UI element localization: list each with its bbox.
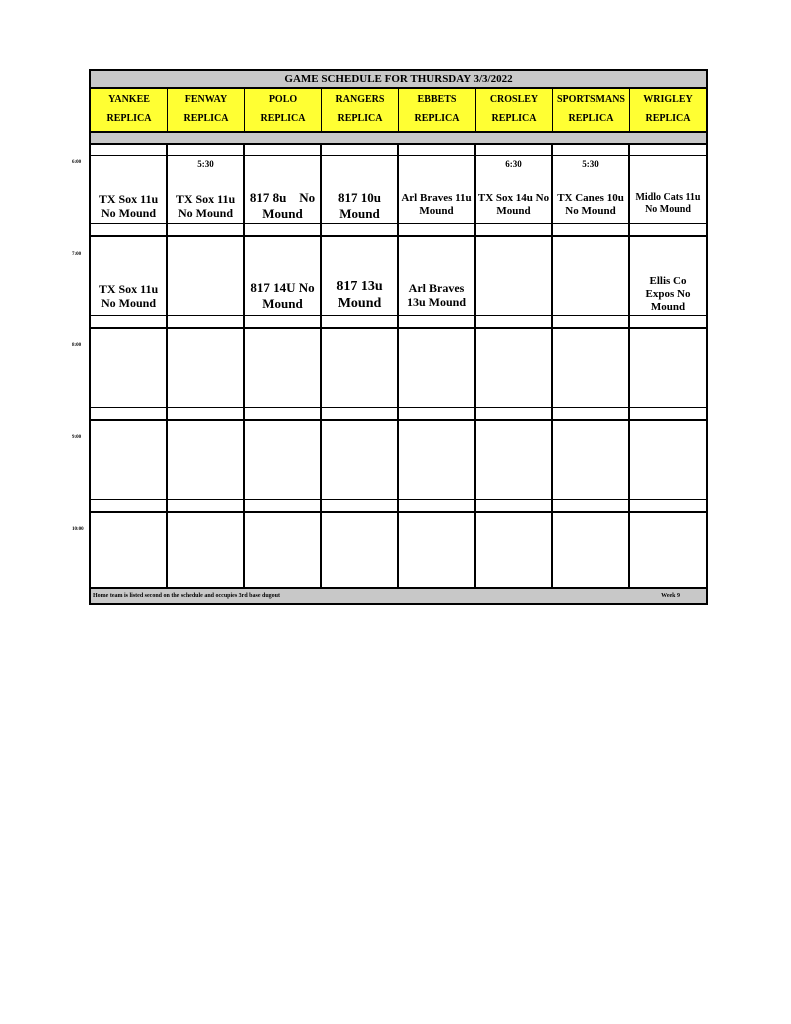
slot-time: 5:30 — [582, 159, 599, 169]
slot-sportsmans-8 — [553, 329, 630, 419]
field-name: POLO — [268, 94, 298, 105]
field-header-polo — [245, 89, 322, 131]
slot-team: 817 14U No Mound — [250, 280, 315, 311]
slot-polo-6 — [245, 145, 322, 235]
slot-team: 817 13u Mound — [336, 279, 383, 311]
slot-ebbets-7 — [399, 237, 476, 327]
field-header-yankee — [91, 89, 168, 131]
slot-team: 817 8u No Mound — [249, 190, 319, 221]
row-label-9: 9:00 — [72, 435, 82, 440]
slot-polo-9 — [245, 421, 322, 511]
slot-ebbets-8 — [399, 329, 476, 419]
slot-team: TX Sox 14u No Mound — [477, 192, 550, 218]
slot-team: TX Sox 11u No Mound — [98, 282, 159, 311]
slot-sportsmans-6 — [553, 145, 630, 235]
row-label-8: 8:00 — [72, 343, 82, 348]
field-header-sportsmans — [553, 89, 630, 131]
row-label-7: 7:00 — [72, 252, 82, 257]
slot-yankee-9 — [91, 421, 168, 511]
slot-ebbets-6 — [399, 145, 476, 235]
schedule-footer — [91, 587, 706, 603]
field-name: FENWAY — [184, 94, 228, 105]
slot-crosley-6 — [476, 145, 553, 235]
slot-yankee-10 — [91, 513, 168, 589]
field-type: REPLICA — [645, 113, 691, 124]
slot-team: TX Sox 11u No Mound — [98, 192, 159, 221]
slot-ebbets-10 — [399, 513, 476, 589]
slot-polo-10 — [245, 513, 322, 589]
slot-team: Arl Braves 11u Mound — [401, 192, 472, 218]
slot-team: Midlo Cats 11u No Mound — [635, 192, 701, 215]
field-type: REPLICA — [106, 113, 152, 124]
slot-fenway-7 — [168, 237, 245, 327]
slot-wrigley-7 — [630, 237, 706, 327]
row-label-6: 6:00 — [72, 160, 82, 165]
slot-sportsmans-7 — [553, 237, 630, 327]
slot-team: Arl Braves 13u Mound — [406, 281, 467, 310]
slot-fenway-9 — [168, 421, 245, 511]
slot-rangers-8 — [322, 329, 399, 419]
slot-rangers-9 — [322, 421, 399, 511]
field-header-rangers — [322, 89, 399, 131]
slot-wrigley-6 — [630, 145, 706, 235]
footer-week: Week 9 — [661, 593, 680, 599]
slot-team: Ellis Co Expos No Mound — [645, 275, 691, 314]
slot-fenway-8 — [168, 329, 245, 419]
slot-crosley-10 — [476, 513, 553, 589]
schedule-sheet — [89, 69, 708, 605]
slot-yankee-7 — [91, 237, 168, 327]
slot-time: 6:30 — [505, 159, 522, 169]
field-type: REPLICA — [414, 113, 460, 124]
slot-yankee-6 — [91, 145, 168, 235]
slot-fenway-10 — [168, 513, 245, 589]
header-divider-bar — [91, 131, 706, 145]
slot-team: TX Sox 11u No Mound — [175, 192, 236, 221]
slot-rangers-6 — [322, 145, 399, 235]
slot-ebbets-9 — [399, 421, 476, 511]
field-name: SPORTSMANS — [557, 94, 625, 105]
slot-sportsmans-9 — [553, 421, 630, 511]
field-type: REPLICA — [183, 113, 229, 124]
row-label-10: 10:00 — [72, 527, 84, 532]
slot-polo-7 — [245, 237, 322, 327]
field-name: RANGERS — [335, 94, 385, 105]
footer-note: Home team is listed second on the schedule and occupies 3rd base dugout — [93, 593, 281, 599]
slot-crosley-9 — [476, 421, 553, 511]
slot-polo-8 — [245, 329, 322, 419]
field-type: REPLICA — [491, 113, 537, 124]
field-header-wrigley — [630, 89, 706, 131]
field-name: EBBETS — [417, 94, 457, 105]
slot-time: 5:30 — [197, 159, 214, 169]
schedule-title: GAME SCHEDULE FOR THURSDAY 3/3/2022 — [91, 71, 706, 89]
slot-sportsmans-10 — [553, 513, 630, 589]
field-name: YANKEE — [108, 94, 150, 105]
slot-crosley-8 — [476, 329, 553, 419]
slot-yankee-8 — [91, 329, 168, 419]
field-type: REPLICA — [260, 113, 306, 124]
slot-fenway-6 — [168, 145, 245, 235]
field-type: REPLICA — [337, 113, 383, 124]
field-header-ebbets — [399, 89, 476, 131]
slot-team: 817 10u Mound — [338, 190, 381, 221]
field-name: CROSLEY — [489, 94, 539, 105]
slot-rangers-7 — [322, 237, 399, 327]
field-type: REPLICA — [568, 113, 614, 124]
field-header-crosley — [476, 89, 553, 131]
slot-team: TX Canes 10u No Mound — [557, 192, 624, 218]
field-header-fenway — [168, 89, 245, 131]
slot-rangers-10 — [322, 513, 399, 589]
slot-crosley-7 — [476, 237, 553, 327]
field-name: WRIGLEY — [643, 94, 693, 105]
